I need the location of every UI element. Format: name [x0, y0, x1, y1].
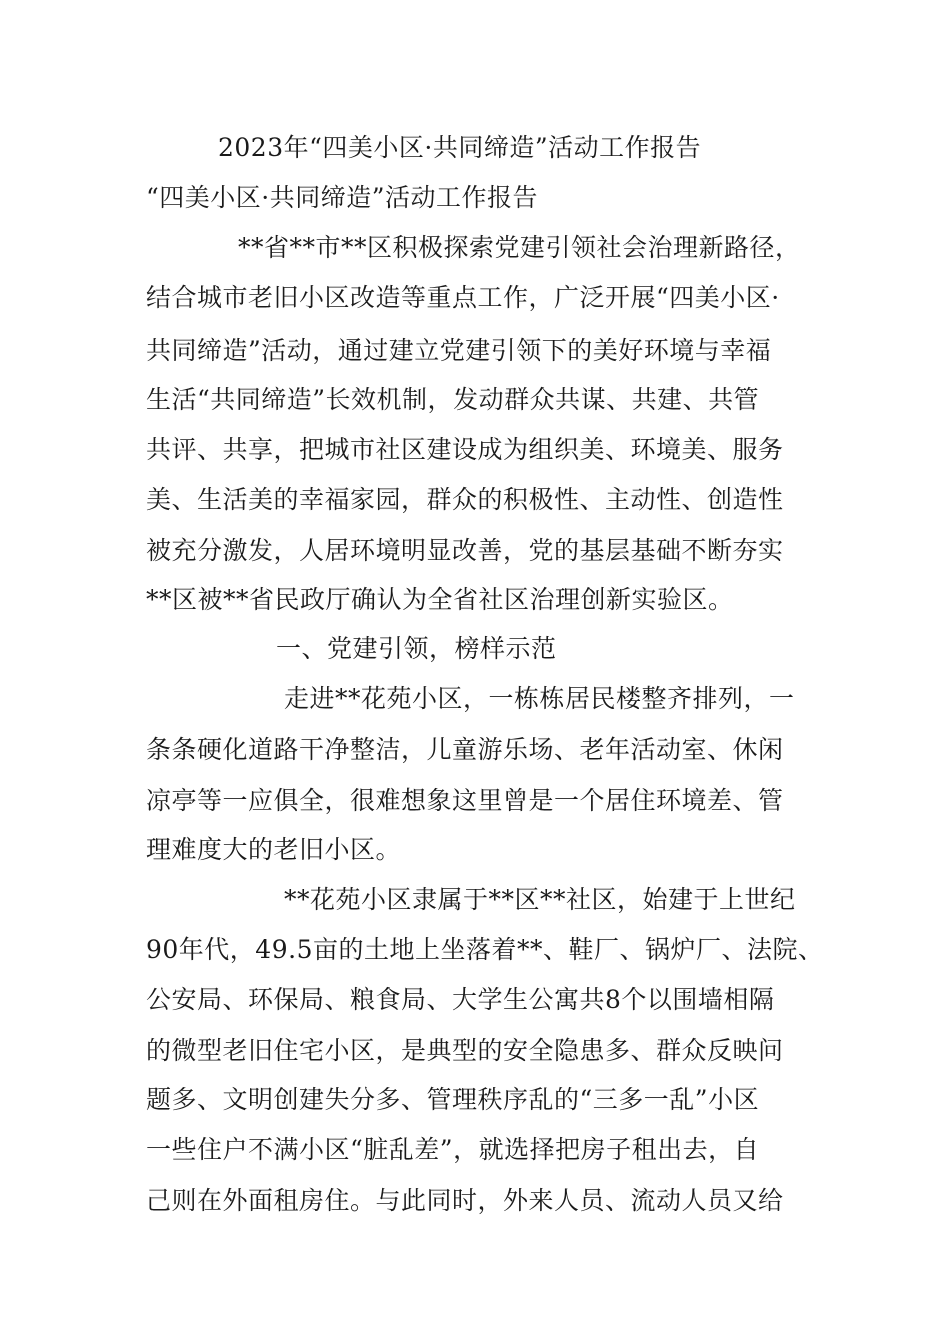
- paragraph-line: 共同缔造”活动，通过建立党建引领下的美好环境与幸福: [146, 336, 772, 365]
- paragraph-line: 生活“共同缔造”长效机制，发动群众共谋、共建、共管: [146, 385, 760, 414]
- paragraph-line: 走进**花苑小区，一栋栋居民楼整齐排列，一: [284, 684, 795, 713]
- paragraph-line: **省**市**区积极探索党建引领社会治理新路径，: [238, 233, 801, 262]
- section-heading: 一、党建引领，榜样示范: [276, 634, 557, 663]
- paragraph-line: 被充分激发，人居环境明显改善，党的基层基础不断夯实: [146, 536, 784, 565]
- document-subtitle: “四美小区·共同缔造”活动工作报告: [146, 183, 539, 212]
- paragraph-line: **花苑小区隶属于**区**社区，始建于上世纪: [284, 885, 796, 914]
- paragraph-line: 凉亭等一应俱全，很难想象这里曾是一个居住环境差、管: [146, 786, 784, 815]
- paragraph-line: 的微型老旧住宅小区，是典型的安全隐患多、群众反映问: [146, 1036, 784, 1065]
- document-title: 2023年“四美小区·共同缔造”活动工作报告: [218, 133, 702, 162]
- paragraph-line: 条条硬化道路干净整洁，儿童游乐场、老年活动室、休闲: [146, 735, 784, 764]
- paragraph-line: 90年代，49.5亩的土地上坐落着**、鞋厂、锅炉厂、法院、: [146, 935, 824, 964]
- paragraph-line: 美、生活美的幸福家园，群众的积极性、主动性、创造性: [146, 485, 784, 514]
- paragraph-line: 结合城市老旧小区改造等重点工作，广泛开展“四美小区·: [146, 283, 780, 312]
- paragraph-line: 己则在外面租房住。与此同时，外来人员、流动人员又给: [146, 1186, 784, 1215]
- paragraph-line: 理难度大的老旧小区。: [146, 835, 402, 864]
- paragraph-line: **区被**省民政厅确认为全省社区治理创新实验区。: [146, 585, 734, 614]
- paragraph-line: 公安局、环保局、粮食局、大学生公寓共8个以围墙相隔: [146, 985, 775, 1014]
- paragraph-line: 题多、文明创建失分多、管理秩序乱的“三多一乱”小区: [146, 1085, 760, 1114]
- paragraph-line: 一些住户不满小区“脏乱差”，就选择把房子租出去，自: [146, 1135, 760, 1164]
- paragraph-line: 共评、共享，把城市社区建设成为组织美、环境美、服务: [146, 435, 784, 464]
